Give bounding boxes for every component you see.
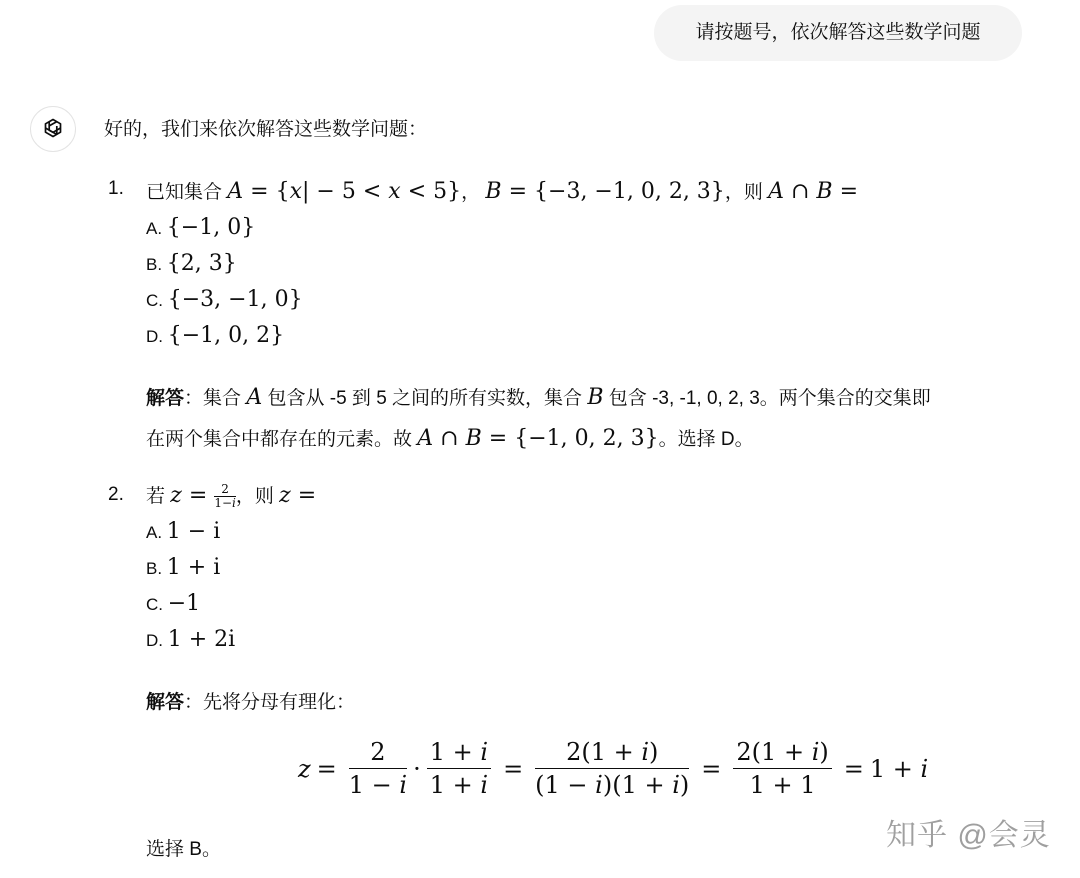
option-label: B.: [146, 559, 163, 578]
question-2-option-a: [146, 518, 220, 547]
question-1-set-b: B = {−3, −1, 0, 2, 3}: [485, 179, 725, 204]
question-1-prefix: 已知集合: [146, 182, 223, 203]
option-label: A.: [146, 219, 163, 238]
option-label: A.: [146, 523, 163, 542]
answer-text: ：先将分母有理化：: [184, 692, 356, 713]
eq-equals: =: [316, 754, 337, 783]
eq-frac-4: $\frac{2(1 + i)}{1 + 1}$: [733, 736, 831, 801]
eq-equals: =: [503, 754, 524, 783]
user-message-text: 请按题号，依次解答这些数学问题: [695, 22, 981, 43]
question-2-prefix: 若: [146, 486, 166, 507]
answer-text: 在两个集合中都存在的元素。故: [146, 429, 413, 450]
question-1-number: 1.: [108, 178, 124, 199]
question-2-equation: z = $\frac{2}{1-i}$: [170, 481, 236, 510]
question-2-prompt: [146, 482, 316, 511]
answer-text: ：集合: [184, 388, 242, 409]
answer-text: 包含 -3, -1, 0, 2, 3。两个集合的交集即: [608, 388, 931, 409]
question-1-option-c: [146, 286, 303, 315]
eq-z: z: [298, 754, 311, 783]
option-label: C.: [146, 291, 163, 310]
option-label: C.: [146, 595, 163, 614]
question-2-option-d: [146, 626, 235, 655]
answer-label: 解答: [146, 692, 185, 713]
option-value: −1: [167, 591, 201, 616]
eq-dot: ·: [413, 754, 421, 783]
question-2-derivation: [298, 736, 928, 801]
option-value: 1 + 2i: [167, 627, 236, 652]
option-value: {−3, −1, 0}: [167, 287, 303, 312]
option-value: {2, 3}: [166, 251, 237, 276]
question-2-option-b: [146, 554, 220, 583]
question-2-option-c: [146, 590, 200, 619]
answer-math-b: B: [587, 385, 604, 410]
question-1-option-d: [146, 322, 284, 351]
eq-frac-1: $\frac{2}{1 - i}$: [348, 738, 408, 799]
question-1-intersection: A ∩ B =: [768, 179, 859, 204]
openai-logo-icon: [40, 116, 66, 142]
question-1-option-a: [146, 214, 255, 243]
option-value: {−1, 0}: [166, 215, 256, 240]
question-2-number: 2.: [108, 484, 124, 505]
question-1-sep2: ，则: [724, 182, 763, 203]
answer-text: 。选择 D。: [658, 429, 754, 450]
question-2-answer: [146, 683, 1036, 723]
answer-math-a: A: [246, 385, 263, 410]
option-label: D.: [146, 327, 163, 346]
option-label: B.: [146, 255, 163, 274]
answer-label: 解答: [146, 388, 185, 409]
option-value: 1 − i: [166, 519, 221, 544]
question-1-prompt: [146, 178, 858, 207]
question-1-sep1: ，: [461, 182, 481, 203]
answer-math-result: A ∩ B = {−1, 0, 2, 3}: [417, 426, 659, 451]
zhihu-watermark: 知乎 @会灵: [886, 819, 1051, 852]
option-label: D.: [146, 631, 163, 650]
user-message-bubble: [654, 5, 1022, 61]
eq-equals: =: [701, 754, 722, 783]
assistant-intro: 好的，我们来依次解答这些数学问题：: [104, 119, 428, 140]
option-value: {−1, 0, 2}: [167, 323, 285, 348]
question-1-set-a: A = {x| − 5 < x < 5}: [227, 179, 462, 204]
eq-frac-2: $\frac{1 + i}{1 + i}$: [427, 736, 491, 801]
answer-text: 包含从 -5 到 5 之间的所有实数，集合: [267, 388, 583, 409]
eq-result: 1 + i: [869, 754, 929, 783]
question-2-conclusion: 选择 B。: [146, 839, 221, 860]
eq-equals: =: [843, 754, 864, 783]
question-1-option-b: [146, 250, 237, 279]
question-1-answer: [146, 378, 1036, 460]
question-2-z: z =: [279, 483, 317, 508]
question-2-sep: ，则: [235, 486, 274, 507]
question-2-fraction: $\frac{2}{1-i}$: [214, 481, 236, 510]
eq-frac-3: $\frac{2(1 + i)}{(1 - i)(1 + i)}$: [535, 738, 690, 799]
assistant-avatar: [30, 106, 76, 152]
option-value: 1 + i: [166, 555, 221, 580]
